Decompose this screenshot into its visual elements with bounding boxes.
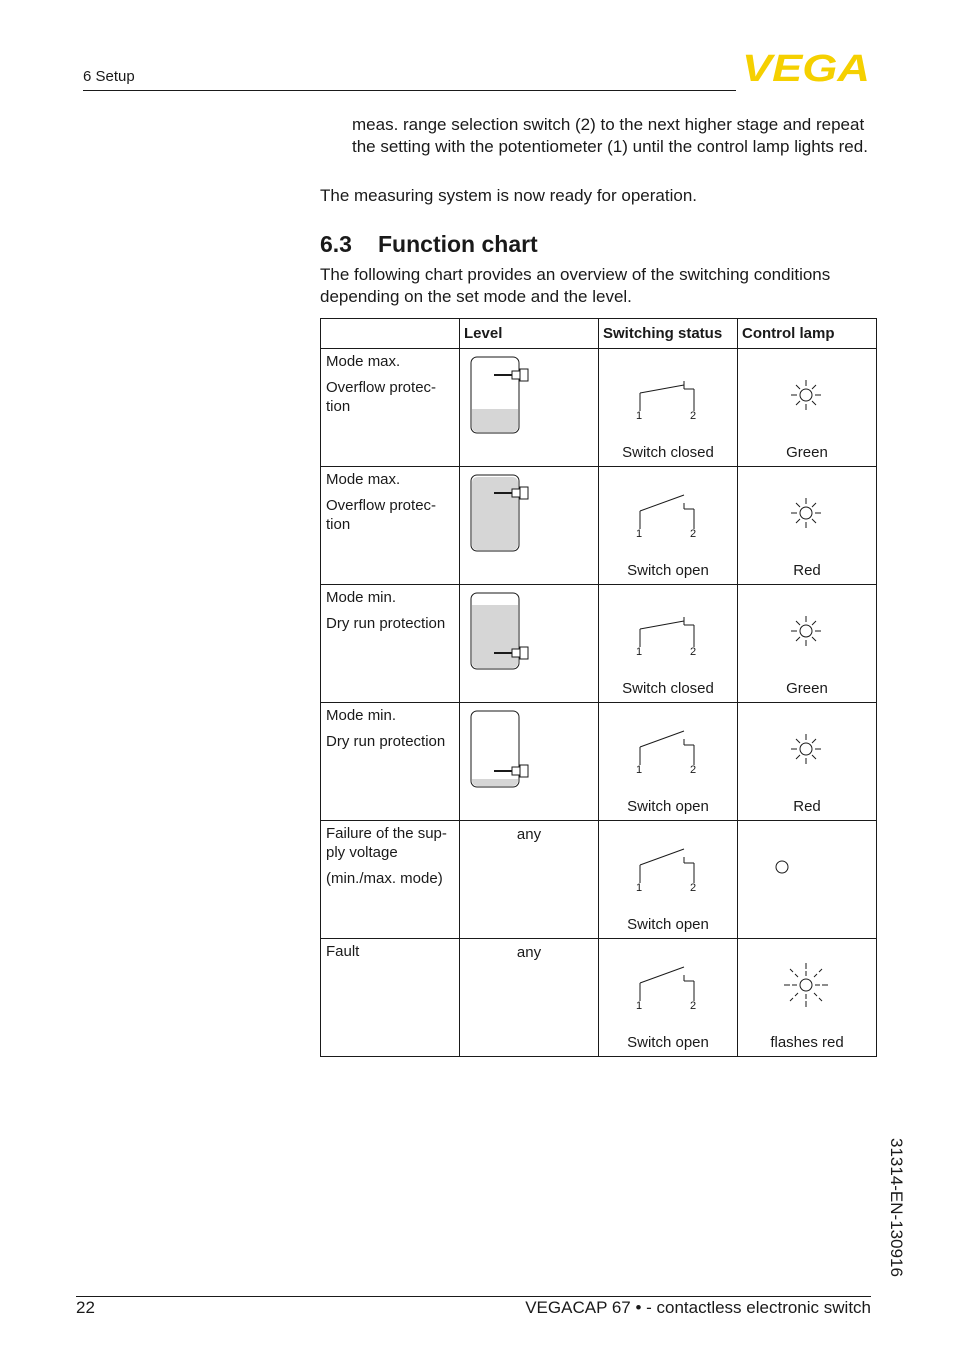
terminal-2-label: 2: [690, 1000, 697, 1011]
condition-cell: [321, 349, 460, 467]
condition-cell: [321, 939, 460, 1057]
condition-line: Overflow protec-: [326, 497, 437, 514]
lamp-cell: [738, 349, 877, 467]
level-cell: [460, 703, 599, 821]
switch-status-label: Switch open: [627, 1034, 709, 1051]
condition-line: Mode max.: [326, 353, 401, 370]
vessel-icon: [468, 473, 548, 557]
section-heading: [320, 230, 538, 258]
header-switching-status: Switching status: [599, 319, 738, 349]
level-any-label: any: [516, 826, 542, 843]
level-cell: [460, 349, 599, 467]
terminal-2-label: 2: [690, 646, 697, 657]
lamp-state-label: Green: [786, 444, 828, 461]
switch-status-label: Switch closed: [622, 680, 714, 697]
header-section-label: 6 Setup: [83, 68, 135, 85]
switching-cell: [599, 349, 738, 467]
vessel-icon: [468, 355, 548, 439]
switch-open-icon: [634, 965, 704, 1011]
lamp-on-icon: [786, 493, 826, 533]
condition-cell: [321, 585, 460, 703]
lamp-cell: [738, 585, 877, 703]
svg-text:VEGA: VEGA: [742, 50, 870, 86]
terminal-1-label: 1: [636, 764, 643, 775]
level-cell: [460, 821, 599, 939]
level-any-label: any: [516, 944, 542, 961]
level-cell: [460, 585, 599, 703]
table-row: [321, 939, 877, 1057]
switch-status-label: Switch closed: [622, 444, 714, 461]
switch-closed-icon: [634, 611, 704, 657]
terminal-1-label: 1: [636, 882, 643, 893]
section-number: 6.3: [320, 231, 352, 257]
intro-continued-paragraph: meas. range selection switch (2) to the next higher stage and repeat the setting with the potentiometer (1) until the control lamp lights red.: [352, 115, 868, 156]
vessel-icon: [468, 591, 548, 675]
section-title: Function chart: [378, 231, 538, 257]
terminal-2-label: 2: [690, 410, 697, 421]
condition-line: Failure of the sup-: [326, 825, 447, 842]
level-cell: [460, 467, 599, 585]
switching-cell: [599, 939, 738, 1057]
lamp-on-icon: [786, 375, 826, 415]
lamp-state-label: flashes red: [770, 1034, 844, 1051]
document-number: 31314-EN-130916: [887, 1138, 906, 1277]
function-chart-table: [320, 318, 877, 1057]
footer-rule: [76, 1296, 871, 1297]
switching-cell: [599, 703, 738, 821]
header-rule: [83, 90, 736, 91]
switch-status-label: Switch open: [627, 562, 709, 579]
switching-cell: [599, 585, 738, 703]
header-control-lamp: Control lamp: [738, 319, 877, 349]
lamp-flashing-icon: [781, 960, 831, 1010]
terminal-2-label: 2: [690, 882, 697, 893]
page-number: 22: [76, 1298, 95, 1317]
switching-cell: [599, 467, 738, 585]
condition-cell: [321, 821, 460, 939]
terminal-1-label: 1: [636, 528, 643, 539]
condition-line: Dry run protection: [326, 733, 446, 750]
lamp-off-icon: [772, 857, 792, 877]
condition-line: Overflow protec-: [326, 379, 437, 396]
condition-line: Mode min.: [326, 589, 397, 606]
terminal-1-label: 1: [636, 1000, 643, 1011]
lamp-on-icon: [786, 729, 826, 769]
condition-line: Dry run protection: [326, 615, 446, 632]
condition-line: Mode min.: [326, 707, 397, 724]
switch-open-icon: [634, 493, 704, 539]
header-level: Level: [460, 319, 599, 349]
condition-line: tion: [326, 516, 351, 533]
table-row: [321, 467, 877, 585]
level-cell: [460, 939, 599, 1057]
header-condition: [321, 319, 460, 349]
table-header-row: [321, 319, 877, 349]
switching-cell: [599, 821, 738, 939]
condition-cell: [321, 467, 460, 585]
table-row: [321, 703, 877, 821]
footer-title: VEGACAP 67 • - contactless electronic switch: [525, 1298, 871, 1317]
condition-line: Fault: [326, 943, 360, 960]
switch-status-label: Switch open: [627, 798, 709, 815]
section-intro-paragraph: The following chart provides an overview of the switching conditions depending on the set mode and the level.: [320, 265, 831, 306]
lamp-on-icon: [786, 611, 826, 651]
lamp-state-label: Red: [793, 562, 821, 579]
vega-logo: [742, 50, 872, 86]
lamp-cell: [738, 467, 877, 585]
terminal-2-label: 2: [690, 528, 697, 539]
vessel-icon: [468, 709, 548, 793]
condition-cell: [321, 703, 460, 821]
lamp-cell: [738, 939, 877, 1057]
switch-status-label: Switch open: [627, 916, 709, 933]
table-row: [321, 585, 877, 703]
lamp-state-label: Green: [786, 680, 828, 697]
lamp-cell: [738, 703, 877, 821]
lamp-cell: [738, 821, 877, 939]
condition-line: tion: [326, 398, 351, 415]
condition-line: Mode max.: [326, 471, 401, 488]
table-row: [321, 821, 877, 939]
terminal-1-label: 1: [636, 410, 643, 421]
switch-closed-icon: [634, 375, 704, 421]
condition-line: ply voltage: [326, 844, 398, 861]
lamp-state-label: Red: [793, 798, 821, 815]
table-row: [321, 349, 877, 467]
switch-open-icon: [634, 847, 704, 893]
terminal-2-label: 2: [690, 764, 697, 775]
condition-line: (min./max. mode): [326, 870, 443, 887]
switch-open-icon: [634, 729, 704, 775]
terminal-1-label: 1: [636, 646, 643, 657]
intro-ready-paragraph: The measuring system is now ready for operation.: [320, 186, 698, 205]
